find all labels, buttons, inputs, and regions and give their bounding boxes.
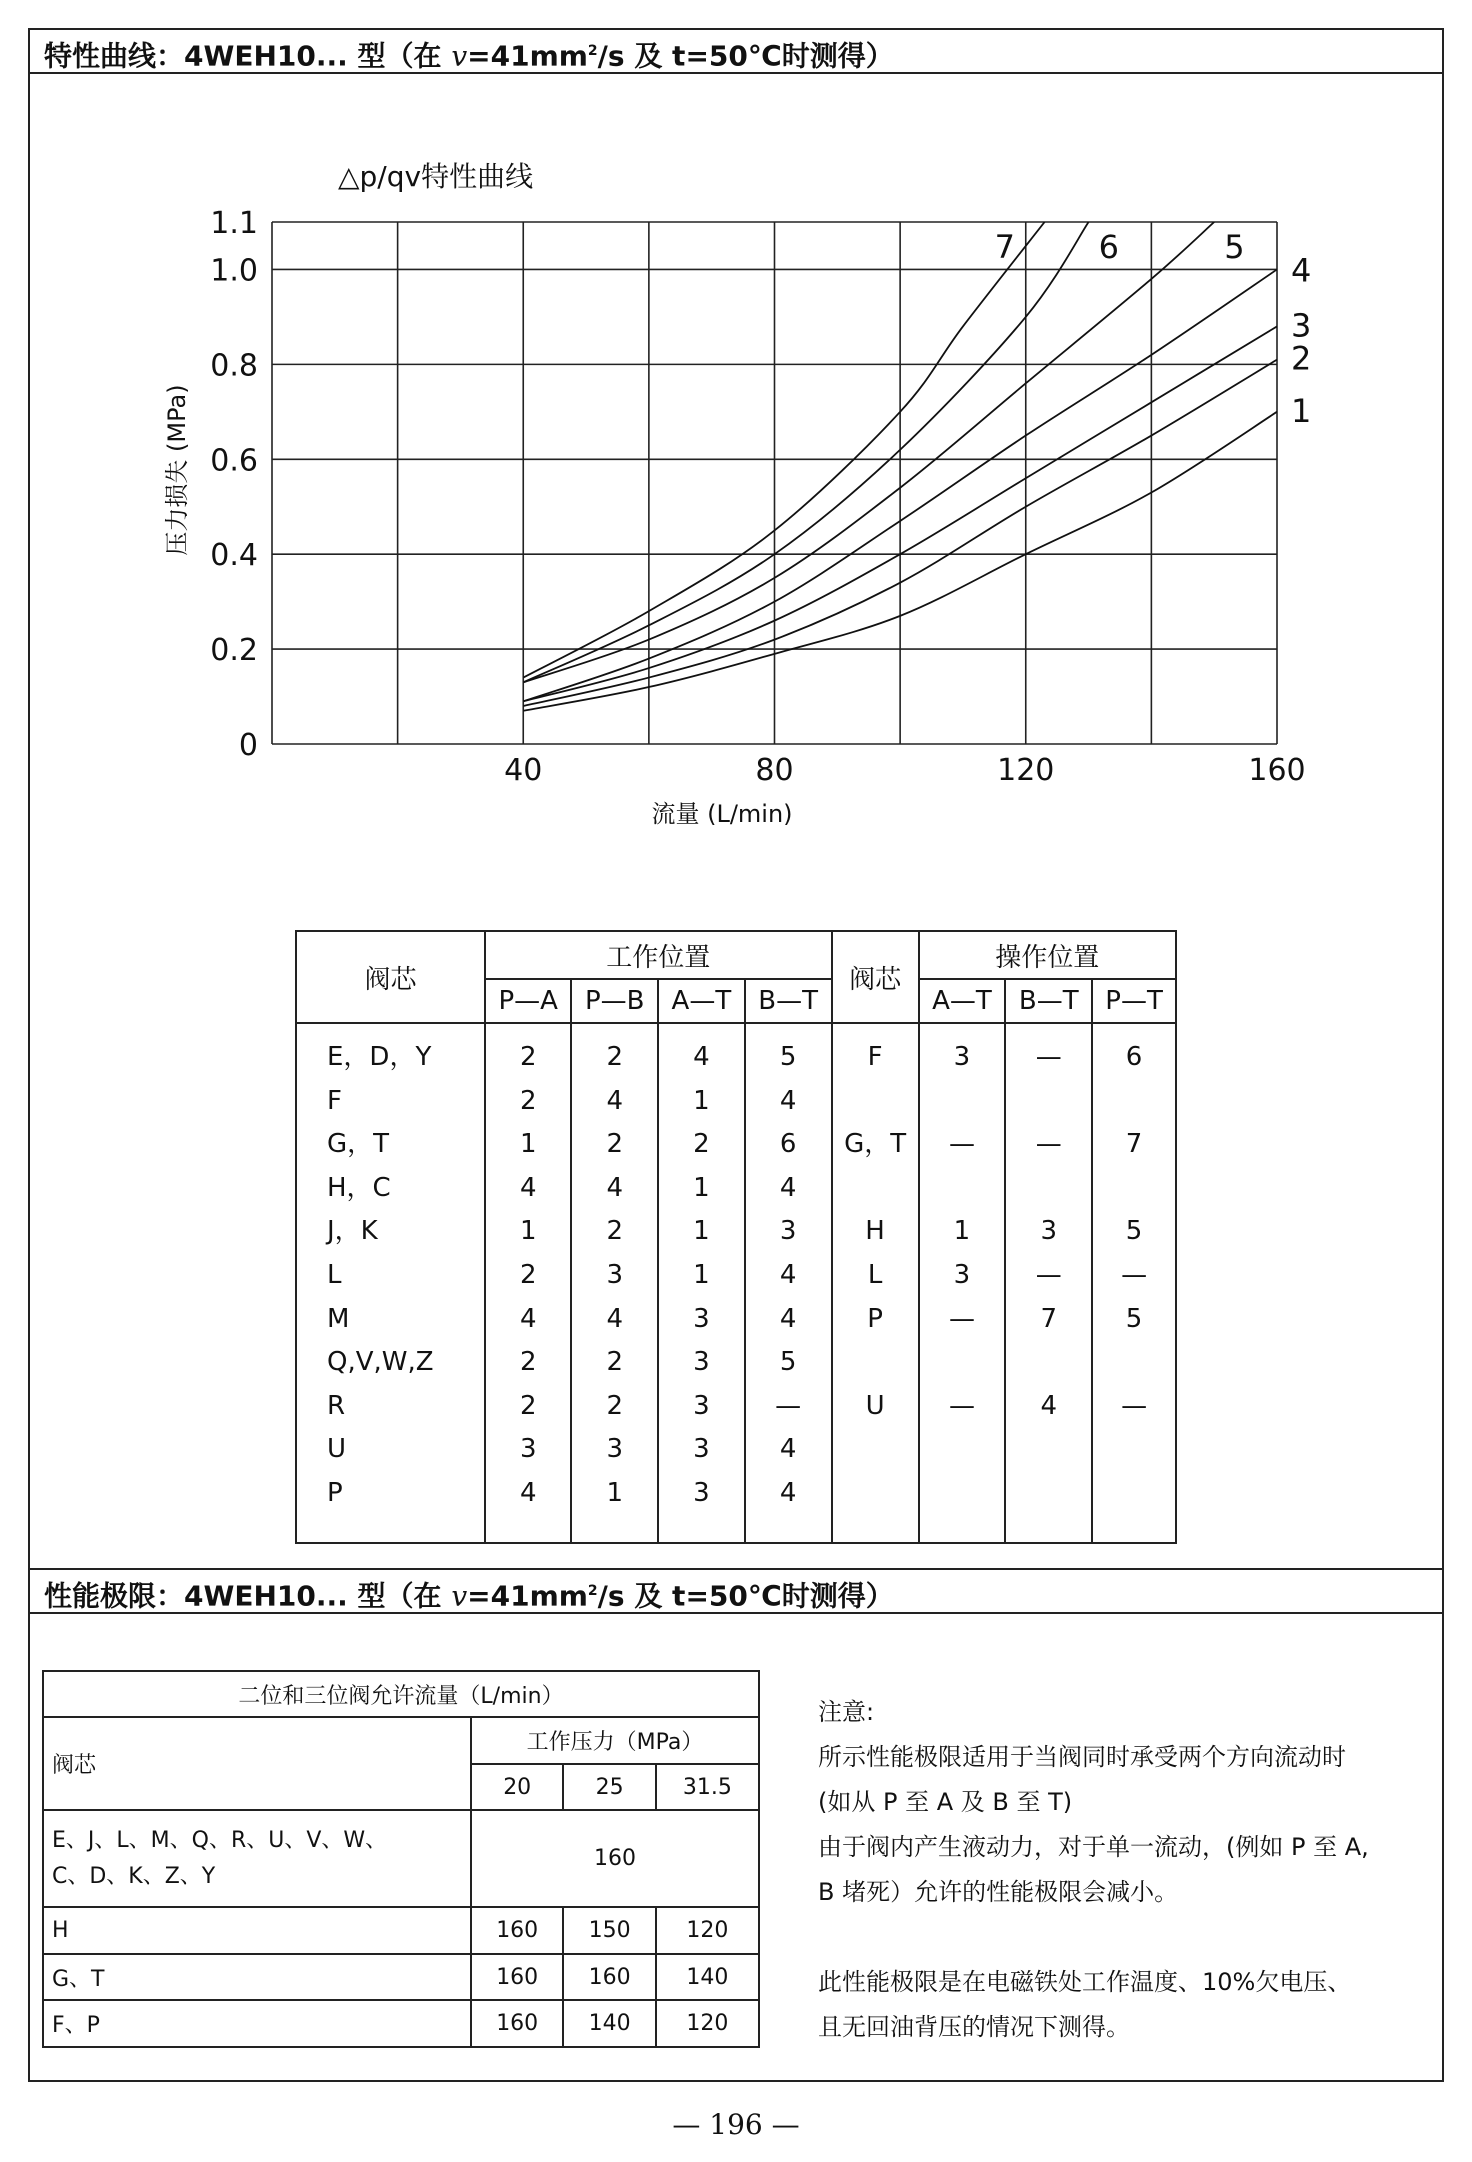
cell-value: 4 [519,1172,537,1203]
cell-value: — [948,1390,975,1421]
spool-name [833,1428,918,1472]
col-op-p-t: P—T [1092,979,1176,1023]
cell-value [1006,1472,1091,1516]
cell-value: 3 [1040,1216,1058,1247]
cell-value: 3 [693,1390,710,1421]
cell-value: 4 [1040,1390,1058,1421]
section-title-limits: 性能极限：4WEH10... 型（在 $v=41mm^2/s$ 及 t=50℃时测得） [28,1568,1444,1614]
page-number: — 196 — [672,2108,800,2141]
cell-value: 3 [606,1434,623,1465]
cell-value: 2 [606,1390,623,1421]
cell-value: 4 [693,1042,710,1072]
work-col-values [571,1023,658,1543]
cell-value: 1 [953,1216,971,1247]
y-tick-label: 0.4 [210,538,258,574]
cell-value: 2 [519,1347,537,1378]
col-op-b-t: B—T [1005,979,1092,1023]
cell-value: — [948,1303,975,1334]
col-op-a-t: A—T [919,979,1006,1023]
cell-value [1006,1341,1091,1385]
cell-value: 4 [779,1303,797,1334]
cell-value: 1 [606,1477,623,1508]
cell-value: 5 [1125,1216,1143,1247]
series-label: 5 [1224,228,1245,266]
cell-value: — [1121,1390,1148,1421]
cell-value: 6 [779,1129,797,1160]
y-tick-label: 1.1 [210,206,258,241]
col-p-a: P—A [485,979,571,1023]
op-spool-names [832,1023,919,1543]
spool-name: J，K [327,1216,378,1247]
cell-value [1093,1080,1175,1124]
cell-value: 4 [519,1303,537,1334]
cell-value: 4 [779,1434,797,1465]
cell-value [1006,1167,1091,1211]
y-tick-label: 0.8 [210,348,258,384]
spool-name: H，C [327,1172,391,1203]
table-row: F、P 160 140 120 [43,2000,759,2047]
chart-title: △p/qv特性曲线 [338,160,534,193]
row-value: 160 [471,1810,759,1907]
pressure-31-5: 31.5 [656,1764,759,1810]
cell-value: 5 [779,1347,797,1378]
cell-value: 2 [693,1129,710,1160]
chart-ticks [210,206,1305,788]
cell-value: 3 [693,1347,710,1378]
cell-value: 3 [693,1434,710,1465]
core-header: 阀芯 [43,1717,471,1810]
section-title-characteristics: 特性曲线：4WEH10... 型（在 $v=41mm^2/s$ 及 t=50℃时测得） [28,28,1444,74]
notes-title: 注意: [818,1698,875,1726]
operate-position-header: 操作位置 [919,931,1176,979]
pressure-flow-chart [0,0,1472,880]
y-axis-label: 压力损失 (MPa) [163,384,191,556]
spool-name: P [867,1303,883,1334]
spool-name: G，T [327,1129,390,1160]
cell-value [920,1341,1005,1385]
cell-value: — [1035,1259,1062,1290]
cell-value: 1 [519,1216,537,1247]
series-label: 1 [1291,391,1312,430]
cell-value: 4 [519,1477,537,1508]
cell-value [1093,1341,1175,1385]
work-position-header: 工作位置 [485,931,832,979]
core-header-2: 阀芯 [832,931,919,1023]
spool-name [833,1341,918,1385]
chart-series [523,222,1311,711]
cell-value: — [1035,1129,1062,1160]
cell-value: 2 [519,1085,537,1116]
col-a-t: A—T [658,979,745,1023]
spool-name [833,1472,918,1516]
cell-value: 4 [779,1477,797,1508]
x-tick-label: 80 [755,753,794,788]
flow-limit-table [42,1670,760,2048]
cell-value: 2 [519,1390,537,1421]
work-col-values [745,1023,832,1543]
series-label: 3 [1291,306,1312,345]
cell-value [920,1428,1005,1472]
cell-value: 4 [606,1085,623,1116]
cell-value [1093,1428,1175,1472]
y-tick-label: 0.6 [210,443,258,479]
op-col-values [1005,1023,1092,1543]
pressure-header: 工作压力（MPa） [471,1717,759,1763]
spool-name: F [867,1042,883,1072]
cell-value [920,1080,1005,1124]
spool-name: E，D，Y [327,1042,432,1072]
cell-value: 7 [1040,1303,1058,1334]
cell-value [920,1472,1005,1516]
spool-name: G，T [844,1129,907,1160]
op-col-values [1092,1023,1176,1543]
table-row: G、T 160 160 140 [43,1954,759,2000]
row-label: E、J、L、M、Q、R、U、V、W、 C、D、K、Z、Y [43,1810,471,1907]
cell-value: 3 [953,1259,971,1290]
col-b-t: B—T [745,979,832,1023]
cell-value [1093,1472,1175,1516]
cell-value: 4 [779,1259,797,1290]
spool-name [833,1080,918,1124]
series-line-6 [523,222,1088,682]
cell-value: 1 [693,1085,710,1116]
core-header: 阀芯 [296,931,485,1023]
cell-value: 4 [779,1172,797,1203]
spool-name: R [327,1390,346,1421]
cell-value: — [1121,1259,1148,1290]
x-axis-label: 流量 (L/min) [651,800,793,828]
cell-value: 4 [606,1303,623,1334]
x-tick-label: 120 [997,753,1055,788]
x-tick-label: 160 [1248,753,1306,788]
pressure-20: 20 [471,1764,563,1810]
notes: 注意: 所示性能极限适用于当阀同时承受两个方向流动时 (如从 P 至 A 及 B 至 T) 由于阀内产生液动力，对于单一流动，(例如 P 至 A, B 堵死）允许的性能极限会减小。 此性能极限是在电磁铁处工作温度、10%欠电压、 且无回油背压的情况下测得。 [818,1690,1418,2050]
y-tick-label: 0 [238,728,258,763]
cell-value: 2 [519,1259,537,1290]
flow-limit-title: 二位和三位阀允许流量（L/min） [43,1671,759,1717]
cell-value: 3 [779,1216,797,1247]
cell-value: — [775,1390,802,1421]
y-tick-label: 0.2 [210,633,258,669]
spool-name: U [865,1390,885,1421]
cell-value: 1 [693,1259,710,1290]
cell-value [1006,1428,1091,1472]
cell-value: 4 [606,1172,623,1203]
work-spool-names [296,1023,485,1543]
spool-name: U [327,1434,347,1465]
cell-value: 1 [693,1172,710,1203]
series-line-7 [523,222,1044,678]
op-col-values [919,1023,1006,1543]
cell-value: 3 [606,1259,623,1290]
cell-value [1006,1080,1091,1124]
cell-value: 5 [779,1042,797,1072]
spool-name: Q,V,W,Z [327,1347,434,1378]
spool-name: H [865,1216,885,1247]
spool-name: P [327,1477,343,1508]
cell-value: — [948,1129,975,1160]
cell-value [1093,1167,1175,1211]
cell-value: 1 [693,1216,710,1247]
cell-value [920,1167,1005,1211]
cell-value: 3 [693,1477,710,1508]
cell-value: 5 [1125,1303,1143,1334]
cell-value: 3 [953,1042,971,1072]
cell-value: 2 [606,1347,623,1378]
cell-value: 6 [1125,1042,1143,1072]
col-p-b: P—B [571,979,658,1023]
table-row [43,1810,759,1907]
series-label: 4 [1291,251,1312,290]
cell-value: 2 [606,1129,623,1160]
work-col-values [485,1023,571,1543]
cell-value: 3 [519,1434,537,1465]
cell-value: 2 [606,1042,623,1072]
spool-name: M [327,1303,350,1334]
pressure-25: 25 [563,1764,655,1810]
spool-name: F [327,1085,342,1116]
spool-name [833,1167,918,1211]
cell-value: — [1035,1042,1062,1072]
cell-value: 2 [519,1042,537,1072]
cell-value: 4 [779,1085,797,1116]
spool-name: L [867,1259,883,1290]
cell-value: 7 [1125,1129,1143,1160]
series-line-5 [523,222,1214,682]
work-col-values [658,1023,745,1543]
x-tick-label: 40 [504,753,543,788]
series-label: 7 [994,228,1015,266]
spool-position-table [295,930,1177,1544]
table-row: H 160 150 120 [43,1907,759,1953]
cell-value: 3 [693,1303,710,1334]
series-label: 2 [1291,339,1312,378]
cell-value: 2 [606,1216,623,1247]
y-tick-label: 1.0 [210,253,258,289]
series-label: 6 [1098,228,1119,266]
spool-name: L [327,1259,342,1290]
cell-value: 1 [519,1129,537,1160]
